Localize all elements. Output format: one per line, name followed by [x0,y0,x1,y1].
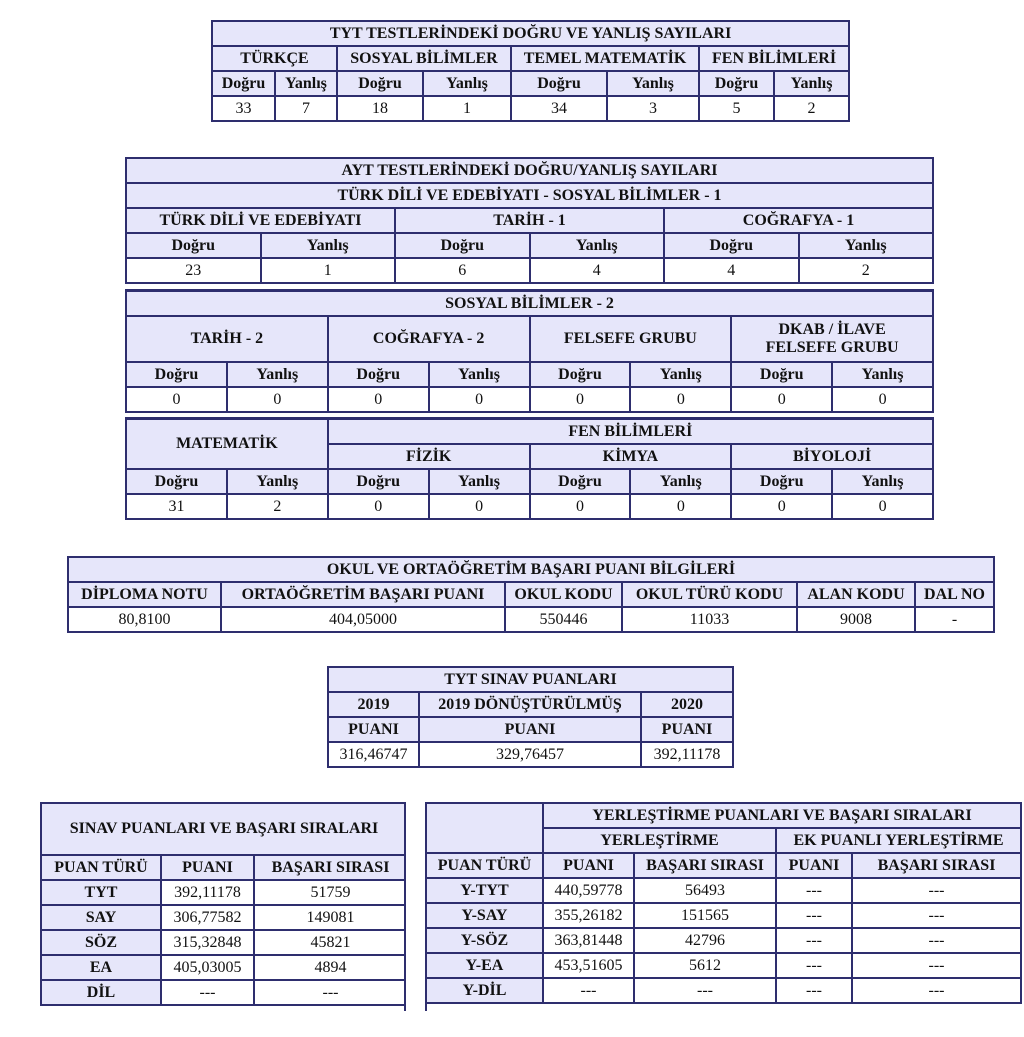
score: 363,81448 [543,928,634,953]
subject-header: TARİH - 1 [395,208,664,233]
wrong-header: Yanlış [630,362,731,387]
table-title: YERLEŞTİRME PUANLARI VE BAŞARI SIRALARI [543,803,1021,828]
subject-header: FİZİK [328,444,530,469]
subject-header: COĞRAFYA - 2 [328,316,530,362]
value-cell: 550446 [505,607,622,632]
value-cell: 6 [395,258,530,283]
fen-header: FEN BİLİMLERİ [328,419,933,445]
rank: 5612 [634,953,776,978]
column-header: PUANI [776,853,852,878]
value-cell: 329,76457 [419,742,641,767]
value-cell: 2 [774,96,849,121]
extra-rank: --- [852,928,1021,953]
extra-score: --- [776,978,852,1003]
correct-header: Doğru [731,362,832,387]
score-header: PUANI [328,717,419,742]
subject-header: TÜRKÇE [212,46,337,71]
correct-header: Doğru [126,469,227,494]
year-header: 2019 DÖNÜŞTÜRÜLMÜŞ [419,692,641,717]
wrong-header: Yanlış [832,469,933,494]
value-cell: 11033 [622,607,797,632]
rank: 151565 [634,903,776,928]
value-cell: 4 [664,258,799,283]
value-cell: 34 [511,96,607,121]
correct-header: Doğru [511,71,607,96]
value-cell: 33 [212,96,275,121]
score: --- [161,980,254,1005]
table-row [426,978,1021,1003]
rank: 51759 [254,880,407,905]
table-title: TYT SINAV PUANLARI [328,667,733,692]
score: --- [543,978,634,1003]
column-header: BAŞARI SIRASI [254,855,407,880]
school-info-table [67,556,995,633]
column-header: OKUL KODU [505,582,622,607]
table-title: OKUL VE ORTAÖĞRETİM BAŞARI PUANI BİLGİLERİ [68,557,994,582]
column-header: DAL NO [915,582,994,607]
value-cell: 392,11178 [641,742,733,767]
value-cell: 0 [530,387,631,412]
value-cell: 404,05000 [221,607,505,632]
wrong-header: Yanlış [832,362,933,387]
extra-rank: --- [852,978,1021,1003]
column-header: BAŞARI SIRASI [852,853,1021,878]
value-cell: 23 [126,258,261,283]
value-cell: 2 [227,494,328,519]
extra-rank: --- [852,878,1021,903]
ayt-tests-table [125,157,934,284]
table-row [426,928,1021,953]
extra-rank: --- [852,903,1021,928]
extra-rank: --- [852,953,1021,978]
value-cell: 0 [731,494,832,519]
score: 306,77582 [161,905,254,930]
value-cell: 0 [227,387,328,412]
extra-score: --- [776,903,852,928]
value-cell: 1 [261,258,396,283]
subject-header: TEMEL MATEMATİK [511,46,699,71]
score-type: EA [41,955,161,980]
value-cell: 18 [337,96,423,121]
table-row [426,878,1021,903]
tyt-tests-table [211,20,850,122]
tyt-scores-table [327,666,734,768]
year-header: 2020 [641,692,733,717]
subject-header: KİMYA [530,444,732,469]
table-row [41,905,407,930]
rank: --- [254,980,407,1005]
subject-header: TARİH - 2 [126,316,328,362]
value-cell: 7 [275,96,337,121]
score: 315,32848 [161,930,254,955]
value-cell: 0 [429,494,530,519]
score: 392,11178 [161,880,254,905]
wrong-header: Yanlış [530,233,665,258]
ayt-section2-table [125,289,934,413]
correct-header: Doğru [395,233,530,258]
column-header: BAŞARI SIRASI [634,853,776,878]
score: 453,51605 [543,953,634,978]
value-cell: 316,46747 [328,742,419,767]
column-header: ALAN KODU [797,582,915,607]
year-header: 2019 [328,692,419,717]
rank: 56493 [634,878,776,903]
score-type: Y-SAY [426,903,543,928]
subject-header: SOSYAL BİLİMLER [337,46,511,71]
correct-header: Doğru [699,71,774,96]
value-cell: 1 [423,96,511,121]
value-cell: 0 [832,494,933,519]
exam-scores-table [40,802,408,1006]
column-header: PUANI [543,853,634,878]
subject-line: FELSEFE GRUBU [765,339,899,356]
subject-line: DKAB / İLAVE [778,321,886,338]
wrong-header: Yanlış [423,71,511,96]
table-row [41,880,407,905]
subject-header: FEN BİLİMLERİ [699,46,849,71]
subject-header: FELSEFE GRUBU [530,316,732,362]
correct-header: Doğru [337,71,423,96]
score-type: Y-DİL [426,978,543,1003]
wrong-header: Yanlış [227,469,328,494]
value-cell: 4 [530,258,665,283]
score-header: PUANI [419,717,641,742]
value-cell: 0 [731,387,832,412]
extra-score: --- [776,953,852,978]
rank: --- [634,978,776,1003]
column-header: PUAN TÜRÜ [426,853,543,878]
value-cell: 3 [607,96,699,121]
placement-table [425,802,1022,1004]
wrong-header: Yanlış [607,71,699,96]
section-title: TÜRK DİLİ VE EDEBİYATI - SOSYAL BİLİMLER - 1 [126,183,933,208]
table-title: TYT TESTLERİNDEKİ DOĞRU VE YANLIŞ SAYILARI [212,21,849,46]
score-type: DİL [41,980,161,1005]
table-row [426,953,1021,978]
wrong-header: Yanlış [275,71,337,96]
value-cell: 0 [328,494,429,519]
subject-header: TÜRK DİLİ VE EDEBİYATI [126,208,395,233]
column-header: OKUL TÜRÜ KODU [622,582,797,607]
table-title: AYT TESTLERİNDEKİ DOĞRU/YANLIŞ SAYILARI [126,158,933,183]
value-cell: 0 [630,494,731,519]
extra-score: --- [776,878,852,903]
correct-header: Doğru [126,233,261,258]
wrong-header: Yanlış [774,71,849,96]
column-header: PUANI [161,855,254,880]
subject-header: COĞRAFYA - 1 [664,208,933,233]
value-cell: 0 [328,387,429,412]
table-row [41,930,407,955]
value-cell: 5 [699,96,774,121]
correct-header: Doğru [126,362,227,387]
placement-subheader: YERLEŞTİRME [543,828,776,853]
column-header: PUAN TÜRÜ [41,855,161,880]
ayt-section3-table [125,417,934,520]
extra-placement-subheader: EK PUANLI YERLEŞTİRME [776,828,1021,853]
correct-header: Doğru [212,71,275,96]
value-cell: 2 [799,258,934,283]
extra-score: --- [776,928,852,953]
wrong-header: Yanlış [261,233,396,258]
subject-header: BİYOLOJİ [731,444,933,469]
score-type: Y-SÖZ [426,928,543,953]
score-type: Y-TYT [426,878,543,903]
rank: 4894 [254,955,407,980]
value-cell: 0 [832,387,933,412]
table-row [426,903,1021,928]
rank: 149081 [254,905,407,930]
value-cell: 0 [429,387,530,412]
value-cell: - [915,607,994,632]
score-type: SÖZ [41,930,161,955]
wrong-header: Yanlış [429,362,530,387]
rank: 42796 [634,928,776,953]
table-row [41,955,407,980]
score-type: TYT [41,880,161,905]
value-cell: 80,8100 [68,607,221,632]
table-row [41,980,407,1005]
value-cell: 9008 [797,607,915,632]
subject-header [731,316,933,362]
value-cell: 0 [530,494,631,519]
score: 440,59778 [543,878,634,903]
wrong-header: Yanlış [227,362,328,387]
score-type: SAY [41,905,161,930]
value-cell: 0 [126,387,227,412]
correct-header: Doğru [664,233,799,258]
blank-header [426,803,543,853]
correct-header: Doğru [731,469,832,494]
section-title: SOSYAL BİLİMLER - 2 [126,291,933,317]
column-header: DİPLOMA NOTU [68,582,221,607]
value-cell: 31 [126,494,227,519]
table-separator [404,802,427,1011]
correct-header: Doğru [530,362,631,387]
correct-header: Doğru [328,362,429,387]
score-type: Y-EA [426,953,543,978]
rank: 45821 [254,930,407,955]
score: 405,03005 [161,955,254,980]
wrong-header: Yanlış [630,469,731,494]
math-header: MATEMATİK [126,419,328,470]
score: 355,26182 [543,903,634,928]
table-title: SINAV PUANLARI VE BAŞARI SIRALARI [41,803,407,855]
column-header: ORTAÖĞRETİM BAŞARI PUANI [221,582,505,607]
score-header: PUANI [641,717,733,742]
wrong-header: Yanlış [799,233,934,258]
correct-header: Doğru [328,469,429,494]
value-cell: 0 [630,387,731,412]
correct-header: Doğru [530,469,631,494]
wrong-header: Yanlış [429,469,530,494]
